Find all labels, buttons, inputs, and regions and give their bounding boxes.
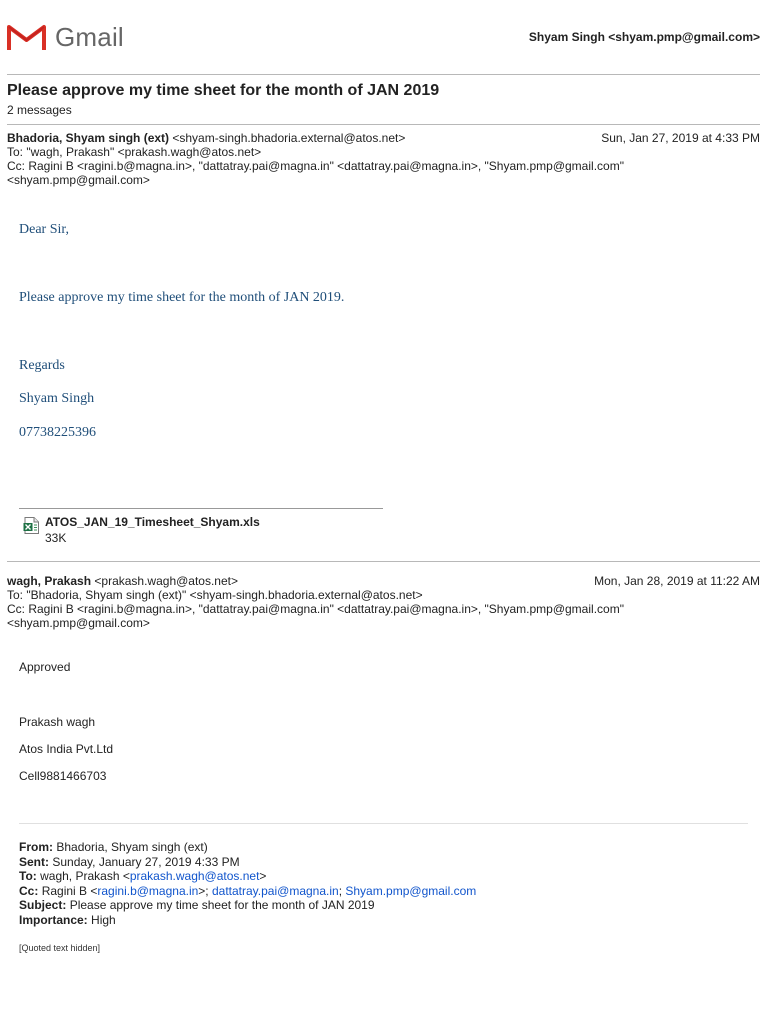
quoted-from (19, 840, 476, 855)
message-2-to: To: "Bhadoria, Shyam singh (ext)" <shyam-singh.bhadoria.external@atos.net> (7, 588, 423, 602)
header (0, 0, 768, 74)
quoted-text-hidden-link[interactable]: [Quoted text hidden] (19, 943, 101, 953)
account-label: Shyam Singh <shyam.pmp@gmail.com> (528, 30, 760, 44)
thread-subject: Please approve my time sheet for the month of JAN 2019 (7, 82, 440, 99)
quoted-to (19, 869, 476, 884)
quoted-sent (19, 855, 476, 870)
excel-file-icon (23, 517, 39, 534)
quoted-cc-label: Cc: (19, 883, 39, 898)
quoted-importance (19, 913, 476, 928)
message-1-phone: 07738225396 (19, 425, 96, 440)
message-1-cc-continued: <shyam.pmp@gmail.com> (7, 173, 150, 187)
message-1-to: To: "wagh, Prakash" <prakash.wagh@atos.net> (7, 145, 262, 159)
message-2-cell: Cell9881466703 (19, 769, 107, 783)
quoted-importance-value: High (91, 912, 116, 927)
quoted-cc-email-link-2[interactable]: dattatray.pai@magna.in (211, 883, 339, 898)
message-1-text: Please approve my time sheet for the month of JAN 2019. (19, 290, 345, 305)
message-2-signature-name: Prakash wagh (19, 715, 96, 729)
quoted-cc-email-link-3[interactable]: Shyam.pmp@gmail.com (345, 883, 477, 898)
quoted-cc-separator-2: ; (338, 883, 346, 898)
gmail-wordmark: Gmail (55, 22, 124, 52)
header-divider (7, 74, 760, 75)
message-1-regards: Regards (19, 358, 65, 373)
quoted-from-label: From: (19, 840, 53, 854)
message-1-sender-name: Bhadoria, Shyam singh (ext) (7, 131, 170, 145)
quoted-subject (19, 898, 476, 913)
message-1-date: Sun, Jan 27, 2019 at 4:33 PM (601, 131, 760, 145)
quoted-cc-email-link-1[interactable]: ragini.b@magna.in (97, 883, 199, 898)
quoted-to-name: wagh, Prakash < (40, 869, 130, 884)
message-2-from-line (7, 574, 760, 588)
quoted-to-email-link[interactable]: prakash.wagh@atos.net (129, 869, 260, 884)
message-2-sender-email: <prakash.wagh@atos.net> (94, 574, 238, 588)
quoted-to-label: To: (19, 869, 37, 884)
message-2-company: Atos India Pvt.Ltd (19, 742, 114, 756)
attachment-name[interactable]: ATOS_JAN_19_Timesheet_Shyam.xls (45, 515, 260, 529)
thread-divider (7, 124, 760, 125)
message-1-signature-name: Shyam Singh (19, 391, 95, 406)
attachment-size: 33K (45, 531, 67, 545)
quoted-sent-value: Sunday, January 27, 2019 4:33 PM (52, 854, 240, 869)
message-2-sender-name: wagh, Prakash (7, 574, 92, 588)
message-2-cc-continued: <shyam.pmp@gmail.com> (7, 616, 150, 630)
message-2-cc: Cc: Ragini B <ragini.b@magna.in>, "dattatray.pai@magna.in" <dattatray.pai@magna.in>, "Shyam.pmp@gmail.com" (7, 602, 624, 616)
message-1-cc: Cc: Ragini B <ragini.b@magna.in>, "dattatray.pai@magna.in" <dattatray.pai@magna.in>, "Shyam.pmp@gmail.com" (7, 159, 624, 173)
quoted-cc-name: Ragini B < (41, 883, 98, 898)
quoted-cc-separator-1: >; (198, 883, 212, 898)
gmail-logo[interactable] (7, 22, 124, 52)
message-count: 2 messages (7, 103, 72, 117)
quoted-to-bracket: > (259, 869, 267, 884)
message-1-header (7, 131, 760, 187)
attachment[interactable] (23, 515, 260, 545)
quoted-from-value: Bhadoria, Shyam singh (ext) (56, 840, 208, 854)
message-2-header (7, 574, 760, 630)
quoted-cc (19, 884, 476, 899)
message-1-sender-email: <shyam-singh.bhadoria.external@atos.net> (172, 131, 406, 145)
quoted-importance-label: Importance: (19, 912, 88, 927)
attachment-divider (19, 508, 383, 509)
message-1-from-line (7, 131, 760, 145)
quoted-subject-label: Subject: (19, 898, 67, 913)
message-divider (7, 561, 760, 562)
message-2-date: Mon, Jan 28, 2019 at 11:22 AM (594, 574, 760, 588)
quoted-message-header (19, 840, 476, 928)
message-2-approved: Approved (19, 660, 71, 674)
quoted-sent-label: Sent: (19, 854, 49, 869)
quoted-divider (19, 823, 748, 824)
message-1-greeting: Dear Sir, (19, 222, 69, 237)
quoted-subject-value: Please approve my time sheet for the month of JAN 2019 (69, 898, 375, 913)
gmail-m-icon (7, 23, 46, 52)
